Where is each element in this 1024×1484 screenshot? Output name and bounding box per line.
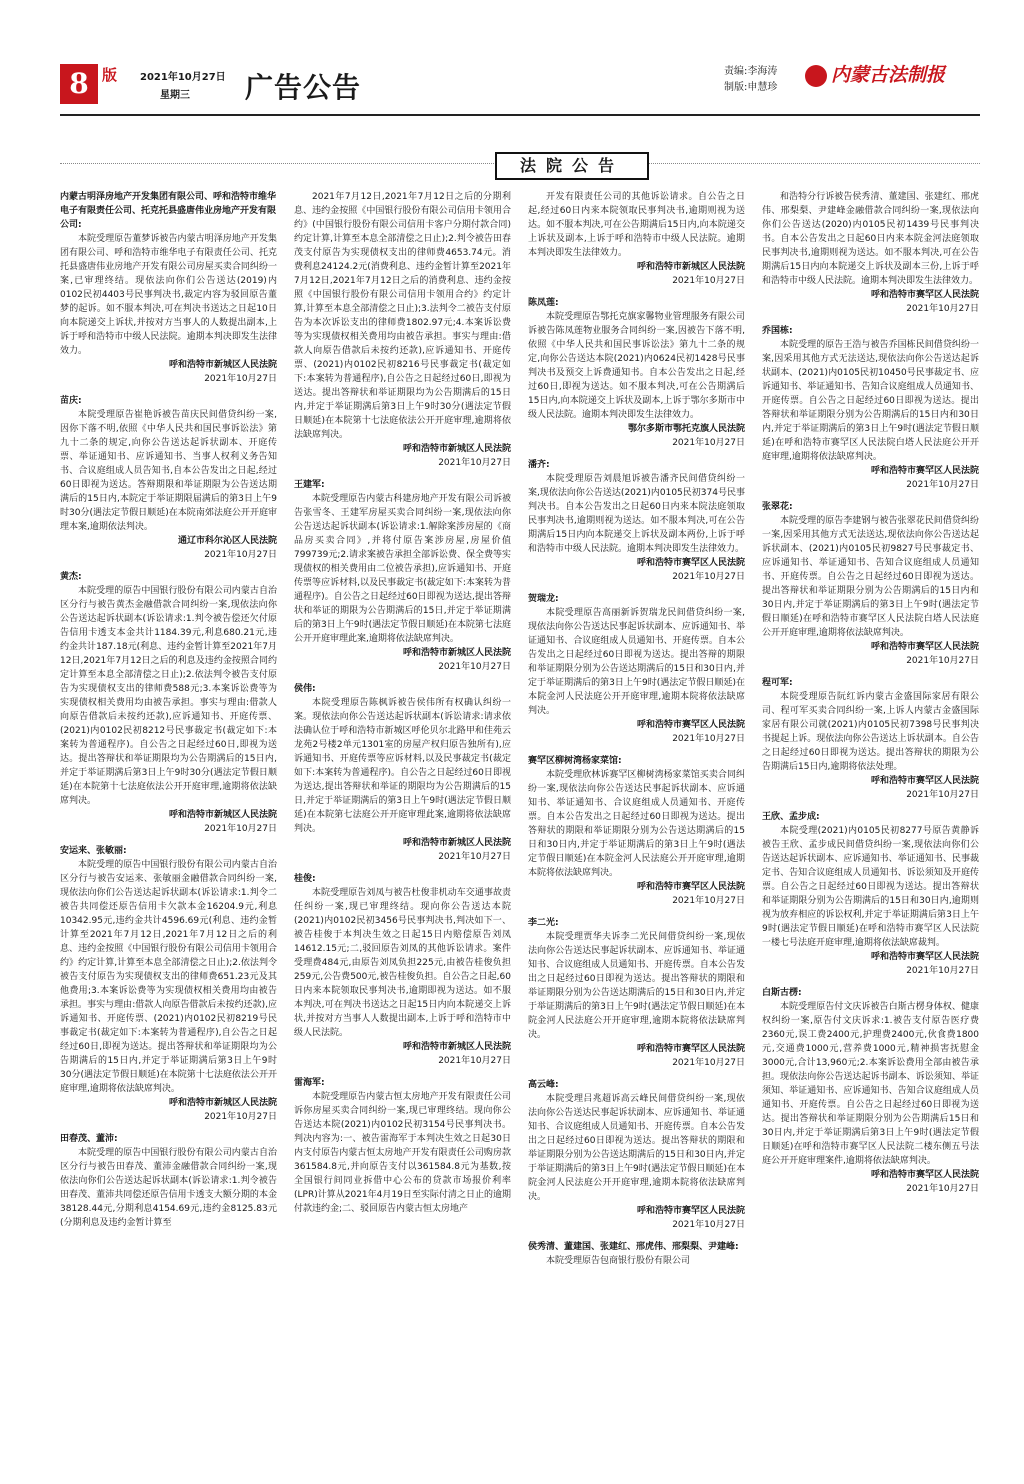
court-notice	[762, 676, 979, 810]
notice-spacer	[294, 864, 511, 872]
notice-spacer	[762, 668, 979, 676]
ban-label: 版	[102, 66, 118, 84]
notice-addressee: 王欣、孟步成:	[762, 812, 820, 822]
court-notice	[528, 1078, 745, 1240]
notice-body: 本院受理原告刘凤与被告杜俊非机动车交通事故责任纠纷一案,现已审理终结。现向你公告送达本院(2021)内0102民初3456号民事判决书,判决如下一、被告桂俊于本判决生效之日起15日内赔偿原告刘凤14612.15元;二,驳回原告刘凤的其他诉讼请求。案件受理费484元,由原告刘凤负担225元,由被告桂俊负担259元,公告费500元,被告桂俊负担。自公告之日起,60日内来本院领取民事判决书,逾期即视为送达。如不服本判决,可在判决书送达之日起15日内向本院递交上诉状,并按对方当事人人数提出副本,上诉于呼和浩特市中级人民法院。	[294, 888, 511, 1038]
notice-addressee: 赛罕区柳树湾杨家菜馆:	[528, 756, 622, 766]
notice-body: 本院受理的原告中国银行股份有限公司内蒙古自治区分行与被告安运来、张敏丽金融借款合同纠纷一案,现依法向你们公告送达起诉状副本(诉讼请求:1.判令二被告共同偿还原告信用卡欠款本金16204.9元,利息10342.95元,违约金共计4596.69元(利息、违约金暂计算至2021年7月12日,2021年7月12日之后的利息、违约金按照《中国银行股份有限公司信用卡领用合约》约定计算,计算至本息全部清偿之日止);2.依法判令被告支付原告为实现债权支出的律师费651.23元及其他费用;3.本案诉讼费等为实现债权相关费用均由被告承担。事实与理由:借款人向原告借款后未按约还款),应诉通知书、开庭传票、(2021)内0102民初8219号民事裁定书(裁定如下:本案转为普通程序),自公告之日起经过60日,即视为送达。提出答辩状和举证期限均为公告期满后的15日内,并定于举证期满后第3日上午9时30分(遇法定节假日顺延)在本院第十七法庭依法公开开庭审理,逾期将依法缺席判决。	[60, 860, 277, 1094]
court-signature: 呼和浩特市赛罕区人民法院	[870, 642, 979, 652]
issue-weekday: 星期三	[160, 90, 190, 101]
court-notice	[60, 844, 277, 1132]
notice-addressee: 黄杰:	[60, 572, 82, 582]
court-notice	[60, 570, 277, 844]
court-signature: 呼和浩特市新城区人民法院	[636, 262, 745, 272]
page-number: 8	[60, 64, 98, 104]
court-signature: 呼和浩特市赛罕区人民法院	[870, 466, 979, 476]
notice-spacer	[60, 836, 277, 844]
notice-column-3	[528, 190, 745, 1276]
editor-credits	[724, 64, 777, 96]
notice-body: 本院受理原告董梦诉被告内蒙古明泽房地产开发集团有限公司、呼和浩特市维华电子有限责任公司、托克托县盛唐伟业房地产开发有限公司房屋买卖合同纠纷一案,已审理终结。现依法向你们公告送达(2019)内0102民初4403号民事判决书,裁定内容为驳回原告董梦的起诉。如不服本判决,可在判决书送达之日起10日向本院递交上诉状,并按对方当事人的人数提出副本,上诉于呼和浩特市中级人民法院。逾期本判决即发生法律效力。	[60, 234, 277, 356]
page-header	[60, 60, 980, 110]
notice-body: 本院受理原告内蒙古科建房地产开发有限公司诉被告张雪冬、王建军房屋买卖合同纠纷一案,现依法向你公告送达起诉状副本(诉讼请求:1.解除案涉房屋的《商品房买卖合同》,并将付原告案涉房屋,房屋价值799739元;2.请求案被告承担全部诉讼费、保全费等实现债权的相关费用由二位被告承担),应诉通知书、开庭传票等应诉材料,以及民事裁定书(裁定如下:本案转为普通程序)。自公告之日起经过60日即视为送达,提出答辩状和举证的期限为公告期满后的15日,并定于举证期满后的第3日上午9时(遇法定节假日顺延)在本院第七法庭公开开庭审理此案,逾期将依法缺席判决。	[294, 494, 511, 644]
notice-addressee: 侯秀清、董建国、张建红、邢虎伟、邢梨梨、尹建峰:	[528, 1242, 739, 1252]
notice-addressee: 侯伟:	[294, 684, 316, 694]
court-notice	[60, 1132, 277, 1238]
notice-date: 2021年10月27日	[672, 1220, 745, 1230]
court-notice	[528, 296, 745, 458]
court-signature: 呼和浩特市新城区人民法院	[402, 444, 511, 454]
court-signature: 呼和浩特市赛罕区人民法院	[636, 720, 745, 730]
notice-date: 2021年10月27日	[672, 896, 745, 906]
notice-spacer	[60, 1230, 277, 1238]
notice-body: 和浩特分行诉被告侯秀清、董建国、张建红、邢虎伟、邢梨梨、尹建峰金融借款合同纠纷一案,现依法向你们公告送达(2020)内0105民初1439号民事判决书。自本公告发出之日起60日内来本院金河法庭领取民事判决书,逾期则视为送达。如不服本判决,可在公告期满后15日内向本院递交上诉状及副本三份,上诉于呼和浩特市中级人民法院。逾期本判决即发生法律效力。	[762, 192, 979, 286]
notice-spacer	[60, 386, 277, 394]
notice-body: 本院受理吕兆超诉高云峰民间借贷纠纷一案,现依法向你公告送达民事起诉状副本、应诉通知书、举证通知书、合议庭组成人员通知书、开庭传票。自本公告发出之日起经过60日即视为送达。提出答辩状的期限和举证期限分别为公告送达期满后的15日和30日内,并定于举证期满后的第3日上午9时(遇法定节假日顺延)在本院金河人民法庭公开开庭审理,逾期本院将依法缺席判决。	[528, 1094, 745, 1202]
court-signature: 呼和浩特市赛罕区人民法院	[870, 290, 979, 300]
notice-column-4	[762, 190, 979, 1204]
notice-body: 本院受理原告内蒙古恒太房地产开发有限责任公司诉你房屋买卖合同纠纷一案,现已审理终结。现向你公告送达本院(2021)内0102民初3154号民事判决书。判决内容为:一、被告雷海军于本判决生效之日起30日内支付原告内蒙古恒太房地产开发有限责任公司购房款361584.8元,并向原告支付以361584.8元为基数,按全国银行间同业拆借中心公布的贷款市场报价利率(LPR)计算从2021年4月19日至实际付清之日止的逾期付款违约金;二、驳回原告内蒙古恒太房地产	[294, 1092, 511, 1214]
notice-column-1	[60, 190, 277, 1238]
notice-body: 本院受理原告付文庆诉被告白斯古楞身体权、健康权纠纷一案,原告付文庆诉求:1.被告支付原告医疗费2360元,误工费2400元,护理费2400元,伙食费1800元,交通费1000元,营养费1000元,精神损害抚慰金3000元,合计13,960元;2.本案诉讼费用全部由被告承担。现依法向你公告送达起诉书副本、诉讼须知、举证须知、举证通知书、应诉通知书、告知合议庭组成人员通知书、开庭传票。自公告之日起经过60日即视为送达。提出答辩状和举证期限分别为公告期满后15日和30日内,并定于举证期满后第3日上午9时(遇法定节假日顺延)在呼和浩特市赛罕区人民法院二楼东侧五号法庭公开开庭审理案件,逾期将依法缺席判决。	[762, 1002, 979, 1166]
court-notice	[528, 754, 745, 916]
notice-date: 2021年10月27日	[204, 824, 277, 834]
court-notice	[528, 592, 745, 754]
notice-spacer	[528, 584, 745, 592]
notice-body: 本院受理原告鄂托克旗家馨物业管理服务有限公司诉被告陈凤莲物业服务合同纠纷一案,因被告下落不明,依照《中华人民共和国民事诉讼法》第九十二条的规定,向你公告送达本院(2021)内0624民初1428号民事判决书及预交上诉费通知书。自本公告发出之日起,经过60日,即视为送达。如不服本判决,可在公告期满后15日内,向本院递交上诉状及副本,上诉于鄂尔多斯市中级人民法院。逾期本判决即发生法律效力。	[528, 312, 745, 420]
notice-body: 本院受理(2021)内0105民初8277号原告黄静诉被告王欣、孟步成民间借贷纠纷一案,现依法向你们公告送达起诉状副本、应诉通知书、举证通知书、民事裁定书、告知合议庭组成人员通知书、诉讼须知及开庭传票。自公告之日起经过60日即视为送达。提出答辩状和举证期限分别为公告期满后的15日和30日内,逾期则视为放弃相应的诉讼权利,并定于举证期满后第3日上午9时(遇法定节假日顺延)在呼和浩特市赛罕区人民法院一楼七号法庭开庭审理,逾期将依法缺席裁判。	[762, 826, 979, 948]
banner-title: 法院公告	[495, 152, 649, 180]
newspaper-logo	[805, 60, 945, 87]
court-notice	[294, 190, 511, 478]
notice-addressee: 白斯古楞:	[762, 988, 802, 998]
notice-addressee: 潘齐:	[528, 460, 550, 470]
notice-body: 本院受理原告包商银行股份有限公司	[546, 1256, 691, 1266]
court-signature: 通辽市科尔沁区人民法院	[177, 536, 277, 546]
notice-body: 2021年7月12日,2021年7月12日之后的分期利息、违约金按照《中国银行股份有限公司信用卡领用合约》(中国银行股份有限公司信用卡客户分期付款合同)约定计算,计算至本息全部清偿之日止);2.判令被告田春茂支付原告为实现债权支出的律师费4653.74元。消费利息24124.2元(消费利息、违约金暂计算至2021年7月12日,2021年7月12日之后的消费利息、违约金按照《中国银行股份有限公司信用卡领用合约》约定计算,计算至本息全部清偿之日止);3.法判令二被告支付原告为本次诉讼支出的律师费1802.97元;4.本案诉讼费等为实现债权相关费用均由被告承担。事实与理由:借款人向原告借款后未按约还款),应诉通知书、开庭传票、(2021)内0102民初8216号民事裁定书(裁定如下:本案转为普通程序),自公告之日起经过60日,即视为送达。提出答辩状和举证期限均为公告期满后的15日内,并定于举证期满后第3日上午9时30分(遇法定节假日顺延)在本院第十七法庭依法公开开庭审理,逾期将依法缺席判决。	[294, 192, 511, 440]
notice-date: 2021年10月27日	[906, 966, 979, 976]
notice-body: 本院受理的原告李建钢与被告张翠花民间借贷纠纷一案,因采用其他方式无法送达,现依法向你公告送达起诉状副本、(2021)内0105民初9827号民事裁定书、应诉通知书、举证通知书、告知合议庭组成人员通知书、开庭传票。自公告之日起经过60日即视为送达。提出答辩状和举证期限分别为公告期满后的15日内和30日内,并定于举证期满后的第3日上午9时(遇法定节假日顺延)在呼和浩特市赛罕区人民法院白塔人民法庭公开开庭审理,逾期将依法缺席判决。	[762, 516, 979, 638]
court-signature: 呼和浩特市新城区人民法院	[402, 1042, 511, 1052]
notice-date: 2021年10月27日	[672, 438, 745, 448]
notice-addressee: 乔国栋:	[762, 326, 793, 336]
notice-addressee: 雷海军:	[294, 1078, 325, 1088]
notice-date: 2021年10月27日	[438, 662, 511, 672]
court-signature: 呼和浩特市赛罕区人民法院	[636, 1206, 745, 1216]
notice-addressee: 程可军:	[762, 678, 793, 688]
notice-date: 2021年10月27日	[906, 1184, 979, 1194]
court-signature: 呼和浩特市赛罕区人民法院	[636, 558, 745, 568]
notice-date: 2021年10月27日	[906, 656, 979, 666]
notice-spacer	[294, 674, 511, 682]
notice-body: 本院受理贾华夫诉李二光民间借贷纠纷一案,现依法向你公告送达民事起诉状副本、应诉通知书、举证通知书、合议庭组成人员通知书、开庭传票。自本公告发出之日起经过60日即视为送达。提出答辩状的期限和举证期限分别为公告送达期满后的15日和30日内,并定于举证期满后的第3日上午9时(遇法定节假日顺延)在本院金河人民法庭公开开庭审理,逾期本院将依法缺席判决。	[528, 932, 745, 1040]
notice-addressee: 内蒙古明泽房地产开发集团有限公司、呼和浩特市维华电子有限责任公司、托克托县盛唐伟业房地产开发有限公司:	[60, 192, 277, 230]
notice-spacer	[294, 1068, 511, 1076]
notice-addressee: 高云峰:	[528, 1080, 559, 1090]
court-notice	[762, 500, 979, 676]
notice-date: 2021年10月27日	[204, 1112, 277, 1122]
notice-addressee: 桂俊:	[294, 874, 316, 884]
notice-addressee: 安运来、张敏丽:	[60, 846, 127, 856]
producer-line: 制版:申慧珍	[724, 82, 778, 93]
court-notice	[528, 916, 745, 1078]
notice-addressee: 张翠花:	[762, 502, 793, 512]
notice-date: 2021年10月27日	[672, 734, 745, 744]
court-notice	[762, 190, 979, 324]
court-signature: 呼和浩特市新城区人民法院	[402, 648, 511, 658]
notice-spacer	[528, 908, 745, 916]
notice-spacer	[762, 1196, 979, 1204]
court-notice	[294, 478, 511, 682]
notice-body: 开发有限责任公司的其他诉讼请求。自公告之日起,经过60日内来本院领取民事判决书,逾期则视为送达。如不服本判决,可在公告期满后15日内,向本院递交上诉状及副本,上诉于呼和浩特市中级人民法院。逾期本判决即发生法律效力。	[528, 192, 745, 258]
notice-body: 本院受理的原告中国银行股份有限公司内蒙古自治区分行与被告田春茂、董沛金融借款合同纠纷一案,现依法向你们公告送达起诉状副本(诉讼请求:1.判令被告田春茂、董沛共同偿还原告信用卡透支大额分期的本金38128.44元,分期利息4154.69元,违约金8125.83元(分期利息及违约金暂计算至	[60, 1148, 277, 1228]
notice-spacer	[60, 562, 277, 570]
notice-spacer	[528, 1232, 745, 1240]
emblem-icon	[805, 65, 827, 87]
court-signature: 呼和浩特市新城区人民法院	[402, 838, 511, 848]
notice-spacer	[528, 450, 745, 458]
notice-addressee: 李二光:	[528, 918, 559, 928]
notice-addressee: 苗庆:	[60, 396, 82, 406]
notice-date: 2021年10月27日	[672, 276, 745, 286]
notice-date: 2021年10月27日	[672, 1058, 745, 1068]
notice-body: 本院受理的原告中国银行股份有限公司内蒙古自治区分行与被告黄杰金融借款合同纠纷一案,现依法向你公告送达起诉状副本(诉讼请求:1.判令被告偿还欠付原告信用卡透支本金共计1184.39元,利息680.21元,违约金共计187.18元(利息、违约金暂计算至2021年7月12日,2021年7月12日之后的利息及违约金按照合同约定计算至本息全部清偿之日止);2.依法判令被告支付原告为实现债权支出的律师费588元;3.本案诉讼费等为实现债权相关费用均由被告承担。事实与理由:借款人向原告借款后未按约还款),应诉通知书、开庭传票、(2021)内0102民初8212号民事裁定书(裁定如下:本案转为普通程序)。自公告之日起经过60日,即视为送达。提出答辩状和举证期限均为公告期满后的15日内,并定于举证期满后第3日上午9时30分(遇法定节假日顺延)在本院第十七法庭依法公开开庭审理,逾期将依法缺席判决。	[60, 586, 277, 806]
court-notice	[528, 458, 745, 592]
court-notice	[294, 872, 511, 1076]
court-signature: 呼和浩特市新城区人民法院	[168, 810, 277, 820]
notice-spacer	[762, 978, 979, 986]
court-notice	[762, 324, 979, 500]
notice-body: 本院受理的原告王浩与被告乔国栋民间借贷纠纷一案,因采用其他方式无法送达,现依法向你公告送达起诉状副本、(2021)内0105民初10450号民事裁定书、应诉通知书、举证通知书、告知合议庭组成人员通知书、开庭传票。自公告之日起经过60日即视为送达。提出答辩状和举证期限分别为公告期满后的15日内和30日内,并定于举证期满后的第3日上午9时(遇法定节假日顺延)在呼和浩特市赛罕区人民法院白塔人民法庭公开开庭审理,逾期将依法缺席判决。	[762, 340, 979, 462]
notice-date: 2021年10月27日	[438, 458, 511, 468]
notice-spacer	[762, 492, 979, 500]
court-notice	[762, 810, 979, 986]
issue-date: 2021年10月27日	[140, 72, 226, 83]
notice-addressee: 田春茂、董沛:	[60, 1134, 118, 1144]
notice-date: 2021年10月27日	[204, 550, 277, 560]
notice-body: 本院受理原告高丽新诉贺瑞龙民间借贷纠纷一案,现依法向你公告送达民事起诉状副本、应诉通知书、举证通知书、合议庭组成人员通知书、开庭传票。自本公告发出之日起经过60日即视为送达。提出答辩的期限和举证期限分别为公告送达期满后的15日和30日内,并定于举证期满后的第3日上午9时(遇法定节假日顺延)在本院金河人民法庭公开开庭审理,逾期本院将依法缺席判决。	[528, 608, 745, 716]
court-notice-banner	[60, 152, 980, 176]
notice-body: 本院受理原告崔艳诉被告苗庆民间借贷纠纷一案,因你下落不明,依照《中华人民共和国民事诉讼法》第九十二条的规定,向你公告送达起诉状副本、开庭传票、举证通知书、应诉通知书、当事人权利义务告知书、合议庭组成人员告知书,自本公告发出之日起,经过60日即视为送达。答辩期限和举证期限为公告送达期满后的15日内,本院定于举证期限届满后的第3日上午9时30分(遇法定节假日顺延)在本院南郊法庭公开开庭审理本案,逾期依法判决。	[60, 410, 277, 532]
court-notice	[528, 1240, 745, 1276]
court-notice	[528, 190, 745, 296]
notice-spacer	[762, 316, 979, 324]
notice-column-2	[294, 190, 511, 1224]
court-signature: 鄂尔多斯市鄂托克旗人民法院	[627, 424, 745, 434]
court-signature: 呼和浩特市赛罕区人民法院	[636, 882, 745, 892]
notice-date: 2021年10月27日	[438, 852, 511, 862]
notice-date: 2021年10月27日	[906, 304, 979, 314]
header-rule	[60, 114, 980, 116]
notice-spacer	[528, 746, 745, 754]
notice-body: 本院受理原告陈枫诉被告侯伟所有权确认纠纷一案。现依法向你公告送达起诉状副本(诉讼请求:请求依法确认位于呼和浩特市新城区呼伦贝尔北路甲和佳苑云龙苑2号楼2单元1301室的房屋产权归原告独所有),应诉通知书、开庭传票等应诉材料,以及民事裁定书(裁定如下:本案转为普通程序)。自公告之日起经过60日即视为送达,提出答辩状和举证的期限均为公告期满后的15日,并定于举证期满后的第3日上午9时(遇法定节假日顺延)在本院第七法庭公开开庭审理此案,逾期将依法缺席判决。	[294, 698, 511, 834]
notice-spacer	[528, 1070, 745, 1078]
notice-addressee: 王建军:	[294, 480, 325, 490]
court-signature: 呼和浩特市赛罕区人民法院	[636, 1044, 745, 1054]
notice-spacer	[294, 1216, 511, 1224]
court-signature: 呼和浩特市新城区人民法院	[168, 1098, 277, 1108]
notice-body: 本院受理原告刘晨旭诉被告潘齐民间借贷纠纷一案,现依法向你公告送达(2021)内0105民初374号民事判决书。自本公告发出之日起60日内来本院法庭领取民事判决书,逾期则视为送达。如不服本判决,可在公告期满后15日内向本院递交上诉状及副本两份,上诉于呼和浩特市中级人民法院。逾期本判决即发生法律效力。	[528, 474, 745, 554]
court-signature: 呼和浩特市赛罕区人民法院	[870, 952, 979, 962]
editor-line: 责编:李海涛	[724, 66, 778, 77]
notice-addressee: 陈凤莲:	[528, 298, 559, 308]
notice-date: 2021年10月27日	[672, 572, 745, 582]
newspaper-name: 内蒙古法制报	[831, 64, 946, 86]
court-notice	[60, 190, 277, 394]
notice-date: 2021年10月27日	[906, 480, 979, 490]
court-signature: 呼和浩特市赛罕区人民法院	[870, 776, 979, 786]
notice-spacer	[762, 802, 979, 810]
court-signature: 呼和浩特市新城区人民法院	[168, 360, 277, 370]
notice-date: 2021年10月27日	[204, 374, 277, 384]
notice-spacer	[528, 288, 745, 296]
notice-spacer	[60, 1124, 277, 1132]
notice-date: 2021年10月27日	[438, 1056, 511, 1066]
court-notice	[294, 1076, 511, 1224]
section-title: 广告公告	[245, 71, 362, 104]
notice-spacer	[294, 470, 511, 478]
court-notice	[60, 394, 277, 570]
notice-spacer	[528, 1268, 745, 1276]
notice-body: 本院受理原告阮红诉内蒙古金盛国际家居有限公司、程可军买卖合同纠纷一案,上诉人内蒙古金盛国际家居有限公司就(2021)内0105民初7398号民事判决书提起上诉。现依法向你公告送达上诉状副本。自公告之日起经过60日即视为送达。提出答辩状的期限为公告期满后15日内,逾期将依法处理。	[762, 692, 979, 772]
court-notice	[762, 986, 979, 1204]
court-signature: 呼和浩特市赛罕区人民法院	[870, 1170, 979, 1180]
notice-date: 2021年10月27日	[906, 790, 979, 800]
notice-addressee: 贺瑞龙:	[528, 594, 559, 604]
notice-body: 本院受理欣林诉赛罕区柳树湾杨家菜馆买卖合同纠纷一案,现依法向你公告送达民事起诉状副本、应诉通知书、举证通知书、合议庭组成人员通知书、开庭传票。自本公告发出之日起经过60日即视为送达。提出答辩状的期限和举证期限分别为公告送达期满后的15日和30日内,并定于举证期满后的第3日上午9时(遇法定节假日顺延)在本院金河人民法庭公开开庭审理,逾期本院将依法缺席判决。	[528, 770, 745, 878]
court-notice	[294, 682, 511, 872]
